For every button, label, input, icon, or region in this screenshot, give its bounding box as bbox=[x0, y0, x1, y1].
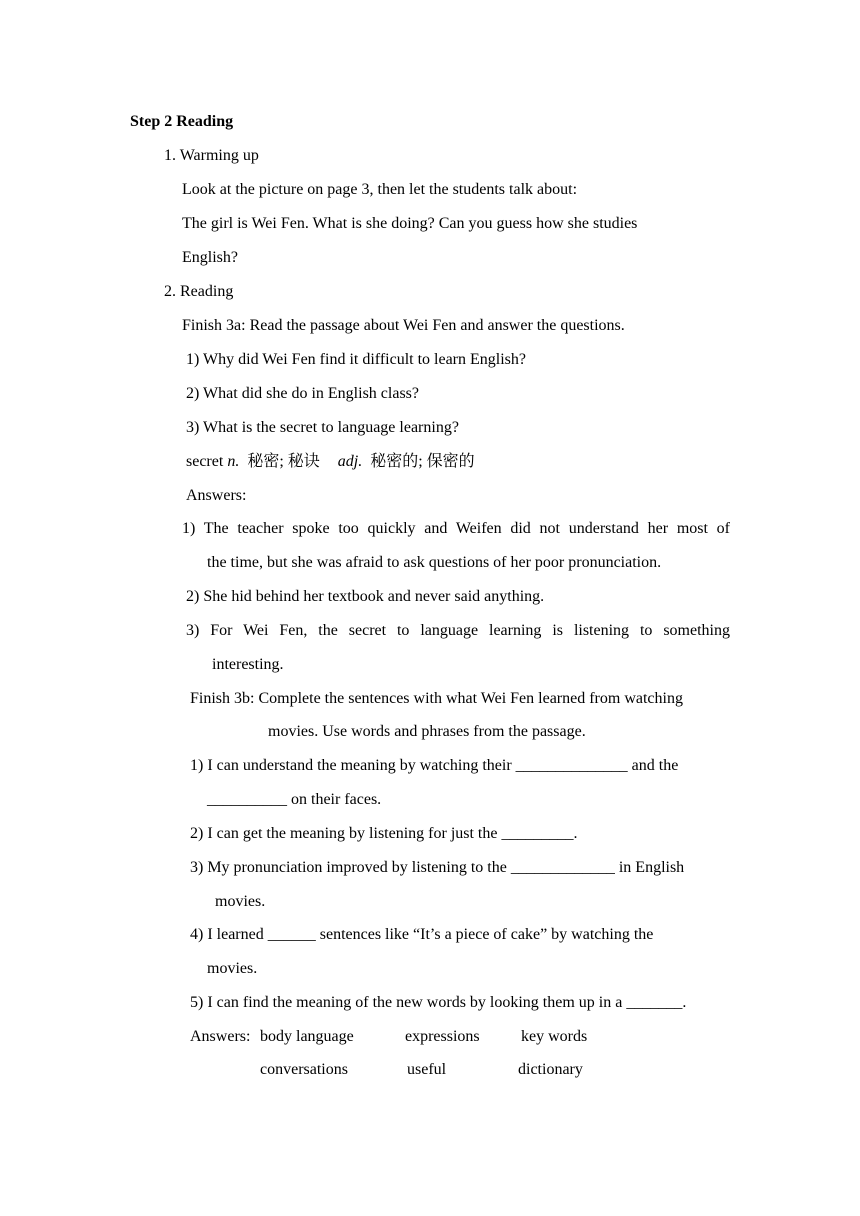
sentence-1-line-1: 1) I can understand the meaning by watching their ______________ and the bbox=[190, 757, 679, 774]
sentence-4-line-1: 4) I learned ______ sentences like “It’s a piece of cake” by watching the bbox=[190, 926, 654, 943]
sentence-3-line-2: movies. bbox=[215, 893, 266, 910]
vocab-meaning-noun: 秘密; 秘诀 bbox=[247, 453, 320, 470]
question-1: 1) Why did Wei Fen find it difficult to learn English? bbox=[186, 351, 526, 368]
answer-3-line-2: interesting. bbox=[212, 656, 284, 673]
answer-word-5: useful bbox=[407, 1061, 447, 1078]
vocab-pos-noun: n. bbox=[227, 453, 240, 470]
answer-2: 2) She hid behind her textbook and never said anything. bbox=[186, 588, 545, 605]
sentence-1-line-2: __________ on their faces. bbox=[207, 791, 382, 808]
warming-up-line-3: English? bbox=[182, 249, 238, 266]
answers-label: Answers: bbox=[186, 487, 247, 504]
answer-3-line-1: 3) For Wei Fen, the secret to language learning is listening to something bbox=[186, 622, 730, 639]
vocab-meaning-adj: 秘密的; 保密的 bbox=[370, 453, 475, 470]
task-3a-instruction: Finish 3a: Read the passage about Wei Fen and answer the questions. bbox=[182, 317, 625, 334]
answer-1-line-1: 1) The teacher spoke too quickly and Weifen did not understand her most of bbox=[182, 520, 730, 537]
vocab-line bbox=[186, 452, 475, 472]
answers-2-label: Answers: bbox=[190, 1028, 251, 1045]
warming-up-line-1: Look at the picture on page 3, then let the students talk about: bbox=[182, 181, 578, 198]
sentence-2: 2) I can get the meaning by listening for just the _________. bbox=[190, 825, 578, 842]
answer-word-4: conversations bbox=[260, 1061, 348, 1078]
sentence-3-line-1: 3) My pronunciation improved by listening to the _____________ in English bbox=[190, 859, 685, 876]
task-3b-instruction-line-2: movies. Use words and phrases from the passage. bbox=[268, 723, 586, 740]
section-heading: Step 2 Reading bbox=[130, 113, 234, 130]
answer-word-1: body language bbox=[260, 1028, 354, 1045]
vocab-word: secret bbox=[186, 453, 224, 470]
vocab-pos-adj: adj. bbox=[337, 453, 363, 470]
answer-word-2: expressions bbox=[405, 1028, 480, 1045]
sentence-5: 5) I can find the meaning of the new words by looking them up in a _______. bbox=[190, 994, 687, 1011]
sentence-4-line-2: movies. bbox=[207, 960, 258, 977]
question-3: 3) What is the secret to language learning? bbox=[186, 419, 459, 436]
answer-1-line-2: the time, but she was afraid to ask questions of her poor pronunciation. bbox=[207, 554, 662, 571]
question-2: 2) What did she do in English class? bbox=[186, 385, 419, 402]
answer-word-3: key words bbox=[521, 1028, 588, 1045]
answer-word-6: dictionary bbox=[518, 1061, 583, 1078]
reading-title: 2. Reading bbox=[164, 283, 234, 300]
warming-up-line-2: The girl is Wei Fen. What is she doing? Can you guess how she studies bbox=[182, 215, 638, 232]
task-3b-instruction-line-1: Finish 3b: Complete the sentences with what Wei Fen learned from watching bbox=[190, 690, 683, 707]
warming-up-title: 1. Warming up bbox=[164, 147, 259, 164]
